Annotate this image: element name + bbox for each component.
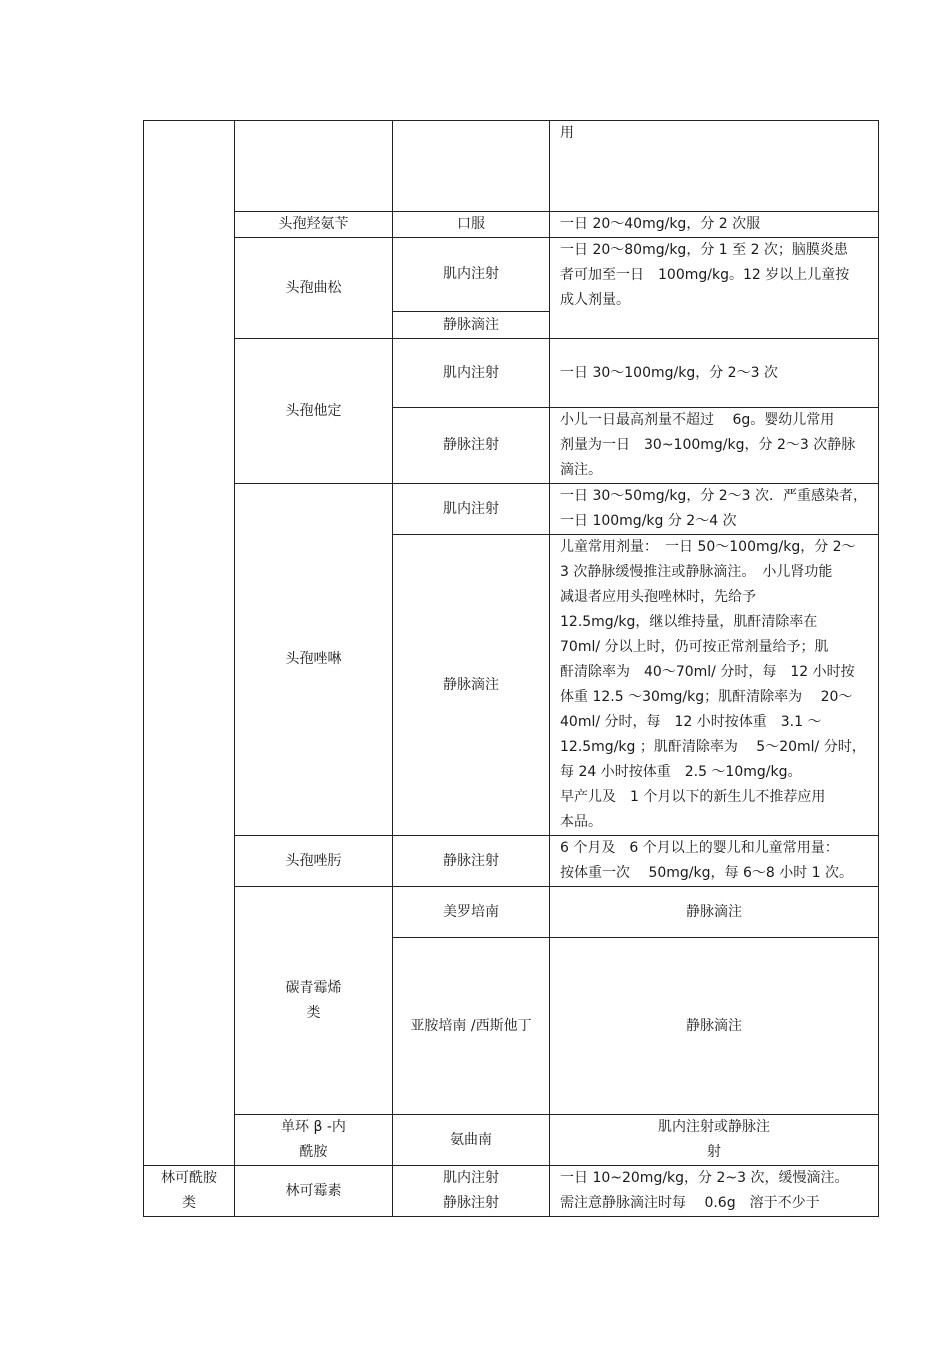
drug-cell: 氨曲南 (393, 1115, 550, 1166)
dose-cell: 一日 30～100mg/kg，分 2～3 次 (550, 339, 879, 408)
route-line: 肌内注射或静脉注 (658, 1119, 770, 1135)
dose-line: 按体重一次 50mg/kg，每 6～8 小时 1 次。 (560, 865, 854, 881)
route-cell: 静脉滴注 (393, 535, 550, 836)
dose-text: 用 (560, 125, 574, 141)
route-cell: 肌内注射 (393, 484, 550, 535)
class-line: 酰胺 (299, 1144, 328, 1160)
drug-cell: 头孢唑肟 (235, 836, 393, 887)
route-cell (393, 1166, 550, 1217)
dose-line: 早产儿及 1 个月以下的新生儿不推荐应用 (560, 789, 826, 805)
dose-line: 减退者应用头孢唑林时，先给予 (560, 589, 756, 605)
dose-cell: 一日 20～40mg/kg，分 2 次服 (550, 212, 879, 238)
class-line: 林可酰胺 (161, 1170, 217, 1186)
class-cell-cephalosporin (144, 121, 235, 1166)
dose-cell (550, 535, 879, 836)
drug-cell: 头孢羟氨苄 (235, 212, 393, 238)
dose-cell (550, 408, 879, 484)
class-line: 碳青霉烯 (285, 979, 342, 996)
route-line: 射 (707, 1144, 721, 1160)
drug-cell (235, 121, 393, 212)
dose-cell (550, 238, 879, 339)
drug-cell: 美罗培南 (393, 887, 550, 938)
route-cell: 肌内注射 (393, 339, 550, 408)
route-cell: 静脉注射 (393, 408, 550, 484)
dose-line: 成人剂量。 (560, 292, 630, 308)
route-line: 肌内注射 (443, 1170, 499, 1186)
dose-line: 小儿一日最高剂量不超过 6g。婴幼儿常用 (560, 412, 835, 428)
dose-line: 6 个月及 6 个月以上的婴儿和儿童常用量： (560, 840, 839, 856)
dose-line: 一日 10~20mg/kg，分 2~3 次，缓慢滴注。 (560, 1170, 849, 1186)
dose-line: 每 24 小时按体重 2.5 ～10mg/kg。 (560, 764, 802, 780)
route-cell: 静脉滴注 (393, 312, 550, 339)
class-line: 类 (306, 1004, 321, 1021)
dose-line: 12.5mg/kg，继以维持量，肌酐清除率在 (560, 614, 818, 630)
dose-line: 需注意静脉滴注时每 0.6g 溶于不少于 (560, 1195, 820, 1211)
drug-cell: 头孢他定 (235, 339, 393, 484)
dose-line: 3 次静脉缓慢推注或静脉滴注。 小儿肾功能 (560, 564, 833, 580)
route-cell (393, 121, 550, 212)
class-cell-monobactam (235, 1115, 393, 1166)
dose-cell (550, 121, 879, 212)
dosage-table (143, 120, 879, 1217)
dose-line: 体重 12.5 ～30mg/kg；肌酐清除率为 20～ (560, 689, 853, 705)
dose-cell (550, 836, 879, 887)
dose-line: 剂量为一日 30~100mg/kg，分 2～3 次静脉 (560, 437, 856, 453)
route-cell (550, 1115, 879, 1166)
dose-line: 者可加至一日 100mg/kg。12 岁以上儿童按 (560, 267, 850, 283)
dose-line: 40ml/ 分时，每 12 小时按体重 3.1 ～ (560, 714, 822, 730)
drug-cell: 林可霉素 (235, 1166, 393, 1217)
dose-line: 一日 30～50mg/kg，分 2～3 次．严重感染者， (560, 488, 868, 504)
dose-line: 本品。 (560, 814, 602, 830)
dose-line: 儿童常用剂量： 一日 50～100mg/kg，分 2～ (560, 539, 856, 555)
class-line: 单环 β -内 (281, 1119, 346, 1135)
route-cell: 静脉滴注 (550, 938, 879, 1115)
route-cell: 静脉滴注 (550, 887, 879, 938)
dose-line: 一日 20～80mg/kg，分 1 至 2 次；脑膜炎患 (560, 242, 848, 258)
dose-line: 70ml/ 分以上时，仍可按正常剂量给予；肌 (560, 639, 829, 655)
dose-line: 酐清除率为 40～70ml/ 分时，每 12 小时按 (560, 664, 855, 680)
route-cell: 静脉注射 (393, 836, 550, 887)
class-cell-lincosamide (144, 1166, 235, 1217)
drug-cell: 头孢唑啉 (235, 484, 393, 836)
dose-cell (550, 484, 879, 535)
route-cell: 肌内注射 (393, 238, 550, 312)
class-cell-carbapenem (235, 887, 393, 1115)
route-cell: 口服 (393, 212, 550, 238)
drug-cell: 头孢曲松 (235, 238, 393, 339)
dose-line: 一日 100mg/kg 分 2～4 次 (560, 513, 737, 529)
route-line: 静脉注射 (443, 1195, 499, 1211)
dose-line: 滴注。 (560, 462, 602, 478)
class-line: 类 (182, 1195, 196, 1211)
drug-cell: 亚胺培南 /西斯他丁 (393, 938, 550, 1115)
dose-line: 12.5mg/kg ；肌酐清除率为 5～20ml/ 分时， (560, 739, 866, 755)
dose-cell (550, 1166, 879, 1217)
